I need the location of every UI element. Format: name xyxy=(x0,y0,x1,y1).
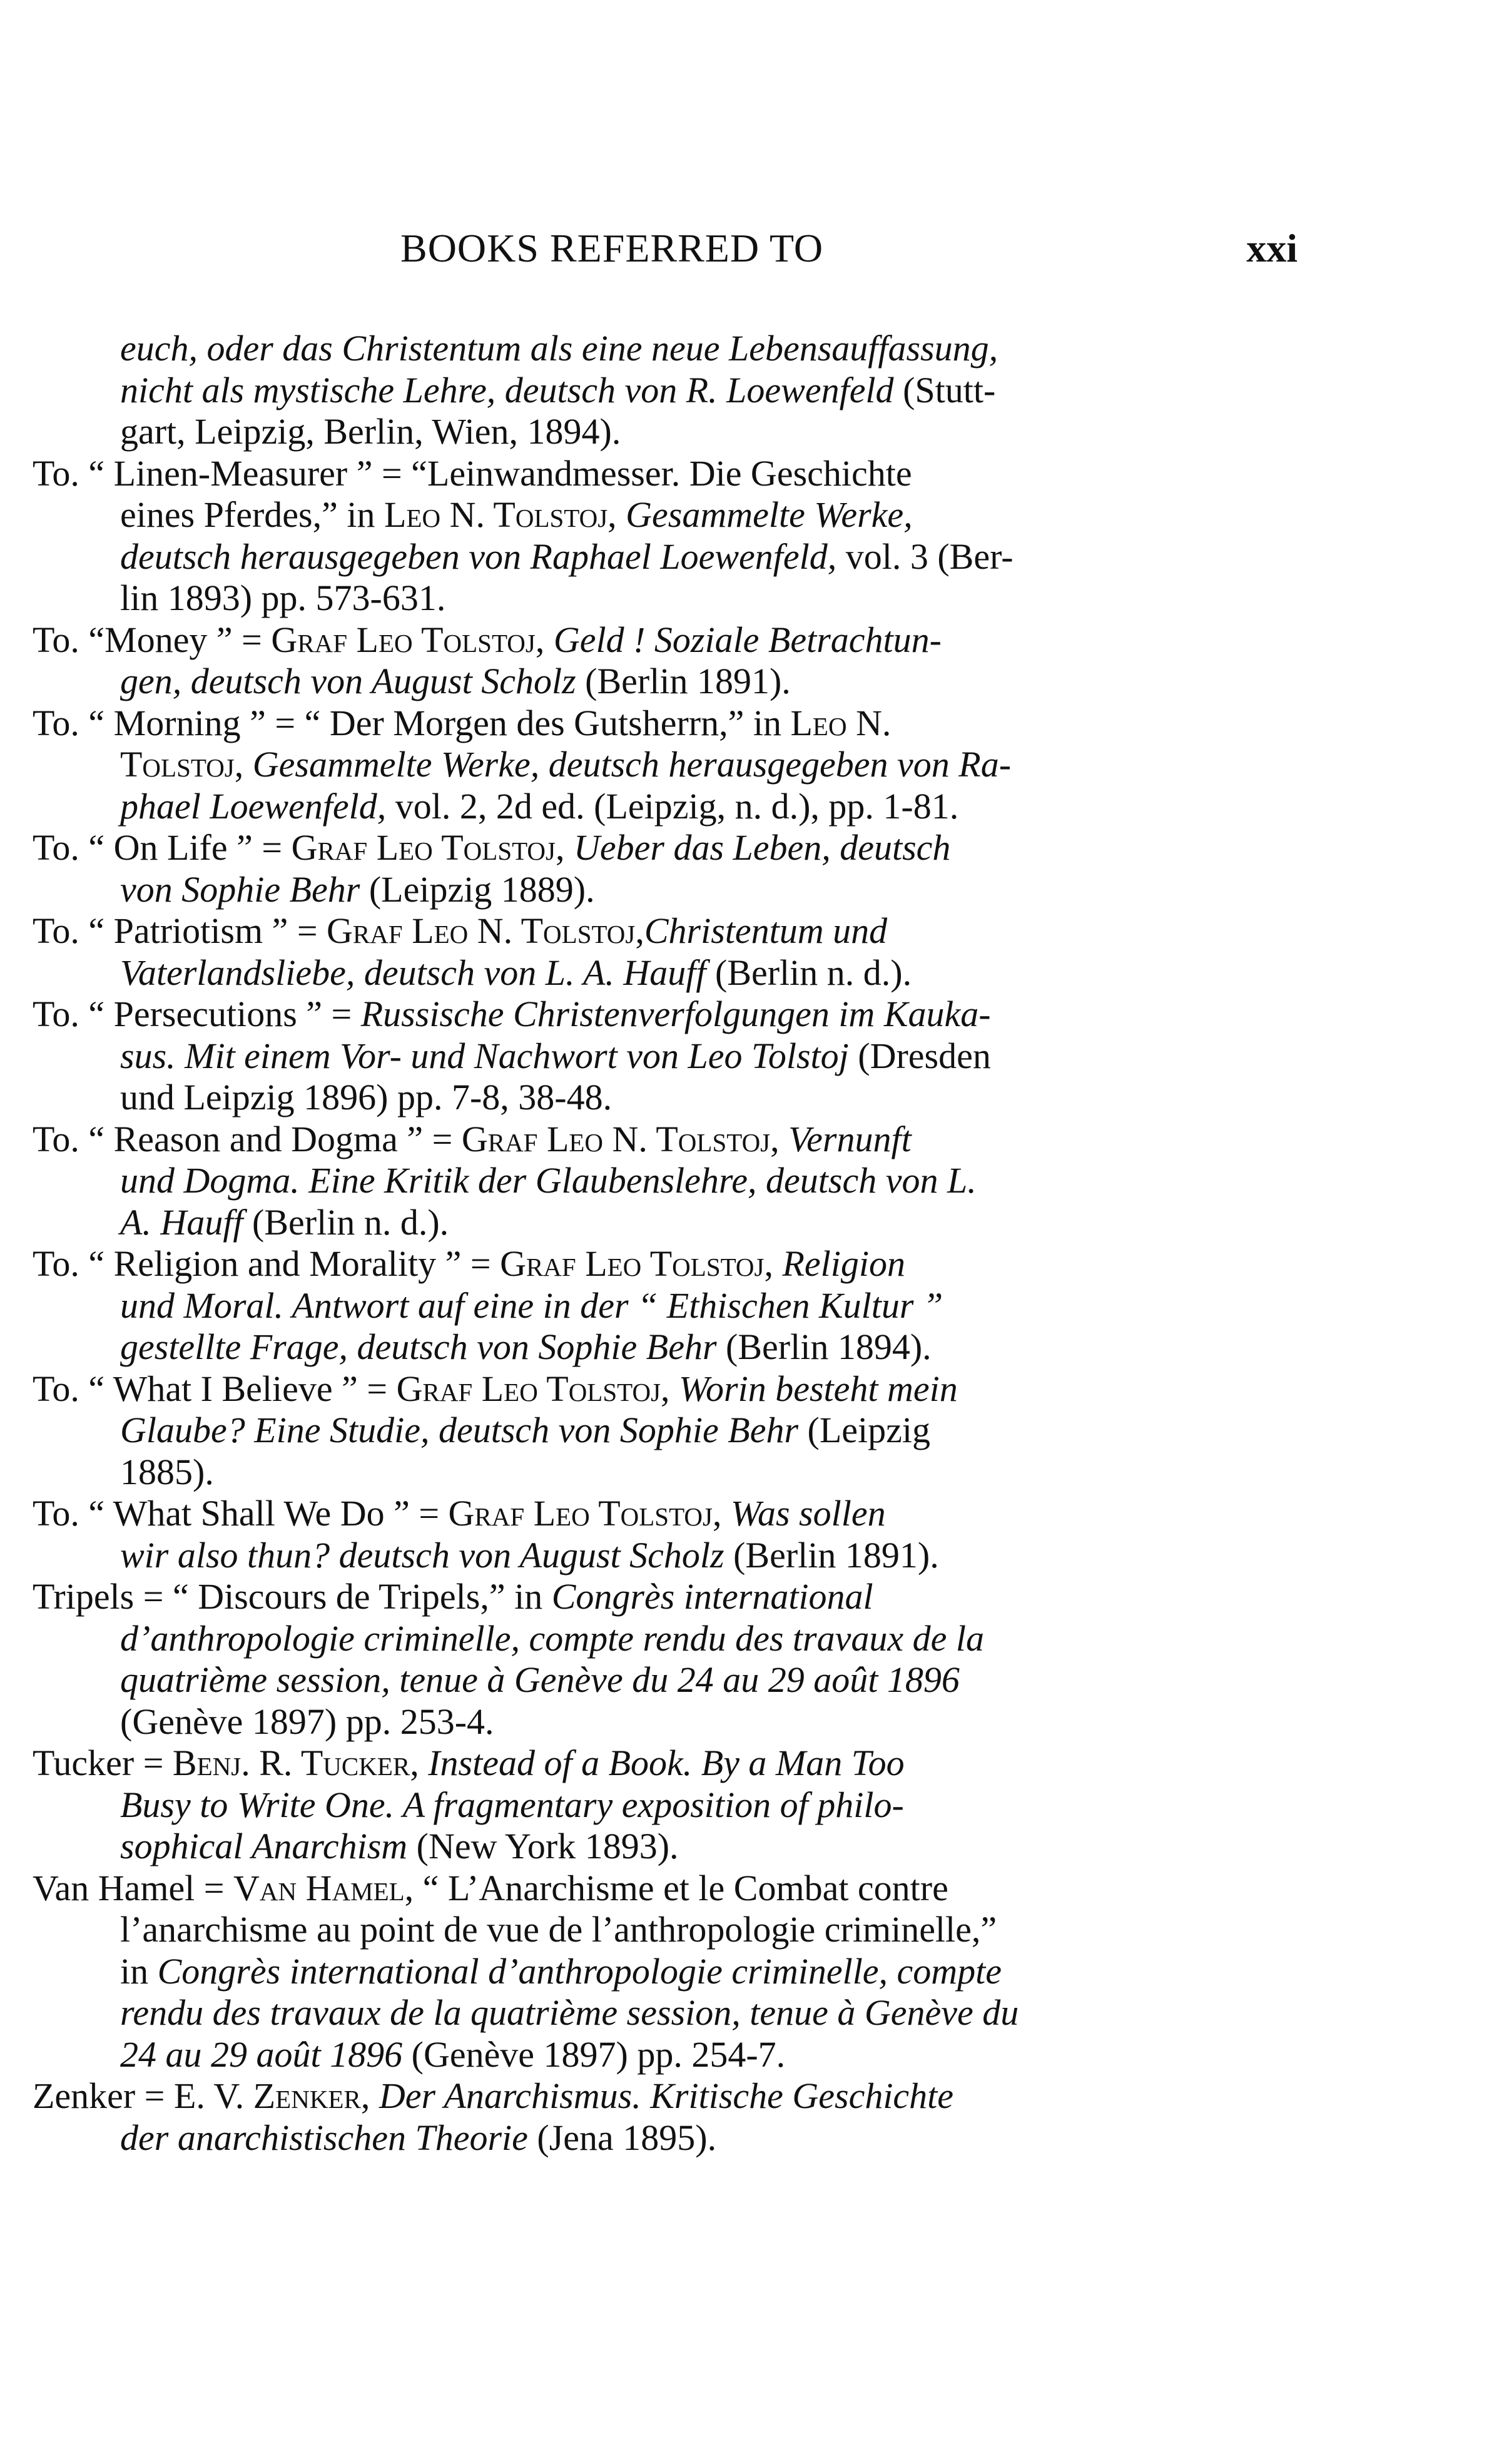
entry-text: , xyxy=(712,1493,731,1534)
entry-line xyxy=(120,411,1278,453)
entry-text: (Berlin 1894). xyxy=(716,1326,932,1367)
italic-text: und Moral. Antwort auf eine in der “ Ethischen Kultur ” xyxy=(120,1285,943,1326)
author-name: Leo N. xyxy=(790,702,892,743)
entry-line xyxy=(120,1909,1278,1951)
entry-text: To. “Money ” = xyxy=(33,619,272,660)
italic-text: Vernunft xyxy=(788,1118,912,1159)
entry-text: , xyxy=(764,1243,783,1284)
entry-text: (Genève 1897) pp. 254-7. xyxy=(402,2034,786,2075)
bibliography-entry xyxy=(33,619,1278,703)
author-name: Graf Leo N. Tolstoj xyxy=(327,910,636,951)
author-name: Tolstoj xyxy=(120,744,235,785)
italic-text: A. Hauff xyxy=(120,1201,243,1243)
italic-text: Gesammelte Werke, xyxy=(626,494,913,535)
italic-text: der anarchistischen Theorie xyxy=(120,2117,528,2158)
entry-text: To. “ Linen-Measurer ” = “Leinwandmesser. Die Geschichte xyxy=(33,452,912,494)
italic-text: Congrès international xyxy=(551,1576,873,1617)
italic-text: und Dogma. Eine Kritik der Glaubenslehre, deutsch von L. xyxy=(120,1160,977,1201)
entry-line xyxy=(120,2117,1278,2159)
author-name: Graf Leo N. Tolstoj xyxy=(461,1118,771,1159)
entry-line xyxy=(120,1826,1278,1868)
bibliography-entry xyxy=(33,1576,1278,1743)
author-name: Van Hamel xyxy=(233,1867,405,1908)
bibliography-entry xyxy=(33,994,1278,1119)
entry-line xyxy=(120,578,1278,619)
entry-line xyxy=(33,910,1278,952)
entry-text: (Leipzig 1889). xyxy=(360,868,595,910)
entry-text: in xyxy=(120,1950,158,1992)
entry-text: vol. 3 (Ber- xyxy=(836,536,1014,577)
entry-line xyxy=(120,661,1278,703)
entry-text: vol. 2, 2d ed. (Leipzig, n. d.), pp. 1-81. xyxy=(386,785,959,827)
entry-text: , xyxy=(635,910,644,951)
author-name: Benj. R. Tucker xyxy=(172,1743,410,1783)
italic-text: 24 au 29 août 1896 xyxy=(120,2034,403,2075)
italic-text: Geld ! Soziale Betrachtun- xyxy=(553,619,942,660)
entry-text: (Berlin 1891). xyxy=(576,661,791,701)
entry-text: (New York 1893). xyxy=(407,1826,679,1866)
entry-line xyxy=(33,1118,1278,1161)
italic-text: euch, oder das Christentum als eine neue Lebensauffassung, xyxy=(120,328,998,369)
entry-line xyxy=(120,536,1278,578)
entry-text: Van Hamel = xyxy=(33,1867,234,1908)
entry-text: eines Pferdes,” in xyxy=(120,494,384,535)
italic-text: Worin besteht mein xyxy=(679,1368,958,1409)
author-name: Graf Leo Tolstoj xyxy=(500,1243,765,1284)
italic-text: Vaterlandsliebe, deutsch von L. A. Hauff xyxy=(120,952,706,993)
entry-line xyxy=(33,2075,1278,2117)
entry-line xyxy=(33,1368,1278,1410)
entry-text: (Leipzig xyxy=(798,1410,930,1450)
entry-line xyxy=(120,1036,1278,1077)
bibliography-entry xyxy=(33,1868,1278,2076)
italic-text: deutsch herausgegeben von Raphael Loewenfeld, xyxy=(120,536,837,577)
bibliography-entry xyxy=(33,1243,1278,1368)
entry-line xyxy=(120,1160,1278,1202)
entry-line xyxy=(120,1202,1278,1244)
italic-text: Busy to Write One. A fragmentary exposition of philo- xyxy=(120,1784,904,1825)
italic-text: Ueber das Leben, deutsch xyxy=(574,827,951,868)
entry-text: , xyxy=(607,494,626,535)
author-name: Zenker xyxy=(253,2075,361,2116)
italic-text: Congrès international d’anthropologie criminelle, compte xyxy=(157,1950,1002,1992)
page-number: xxi xyxy=(1246,226,1298,270)
italic-text: sophical Anarchism xyxy=(120,1826,408,1866)
entry-line xyxy=(120,786,1278,828)
italic-text: Glaube? Eine Studie, deutsch von Sophie Behr xyxy=(120,1410,799,1450)
italic-text: wir also thun? deutsch von August Scholz xyxy=(120,1534,724,1576)
entry-text: Tripels = “ Discours de Tripels,” in xyxy=(33,1576,552,1617)
entry-text: (Genève 1897) pp. 253-4. xyxy=(120,1701,494,1742)
entry-text: und Leipzig 1896) pp. 7-8, 38-48. xyxy=(120,1077,612,1117)
entry-text: To. “ Morning ” = “ Der Morgen des Gutsherrn,” in xyxy=(33,702,791,743)
entry-line xyxy=(120,1326,1278,1368)
entry-text: lin 1893) pp. 573-631. xyxy=(120,578,446,618)
italic-text: sus. Mit einem Vor- und Nachwort von Leo Tolstoj xyxy=(120,1035,849,1076)
italic-text: Gesammelte Werke, deutsch herausgegeben von Ra- xyxy=(252,744,1012,785)
entry-line xyxy=(120,1784,1278,1826)
italic-text: Russische Christenverfolgungen im Kauka- xyxy=(360,994,991,1034)
entry-text: Zenker = E. V. xyxy=(33,2075,253,2116)
entry-line xyxy=(33,1243,1278,1285)
entry-text: , “ L’Anarchisme et le Combat contre xyxy=(404,1867,948,1908)
entry-text: (Jena 1895). xyxy=(527,2117,717,2158)
entry-text: To. “ On Life ” = xyxy=(33,827,292,868)
entry-line xyxy=(33,619,1278,661)
entry-line xyxy=(120,1951,1278,1993)
entry-line xyxy=(120,2034,1278,2076)
italic-text: nicht als mystische Lehre, deutsch von R. Loewenfeld xyxy=(120,369,894,410)
entry-text: (Berlin 1891). xyxy=(724,1534,939,1576)
entry-line xyxy=(120,494,1278,536)
bibliography-list xyxy=(33,328,1278,2159)
italic-text: d’anthropologie criminelle, compte rendu des travaux de la xyxy=(120,1617,984,1659)
entry-text: Tucker = xyxy=(33,1743,173,1783)
italic-text: Der Anarchismus. Kritische Geschichte xyxy=(379,2075,954,2116)
bibliography-entry xyxy=(33,1368,1278,1494)
entry-text: (Berlin n. d.). xyxy=(243,1201,449,1243)
entry-text: (Dresden xyxy=(848,1035,991,1076)
entry-line xyxy=(120,952,1278,994)
entry-line xyxy=(120,1701,1278,1743)
italic-text: Instead of a Book. By a Man Too xyxy=(428,1743,905,1783)
bibliography-entry xyxy=(33,1743,1278,1868)
author-name: Leo N. Tolstoj xyxy=(384,494,608,535)
entry-text: , xyxy=(535,619,554,660)
author-name: Graf Leo Tolstoj xyxy=(448,1493,713,1534)
italic-text: Christentum und xyxy=(644,910,888,951)
entry-line xyxy=(120,1659,1278,1701)
entry-text: To. “ Patriotism ” = xyxy=(33,910,327,951)
author-name: Graf Leo Tolstoj xyxy=(396,1368,661,1409)
entry-text: (Berlin n. d.). xyxy=(706,952,912,993)
bibliography-entry xyxy=(33,453,1278,619)
italic-text: gen, deutsch von August Scholz xyxy=(120,661,576,701)
entry-line xyxy=(120,328,1278,370)
entry-text: l’anarchisme au point de vue de l’anthropologie criminelle,” xyxy=(120,1909,997,1950)
entry-text: To. “ Reason and Dogma ” = xyxy=(33,1118,462,1159)
entry-text: , xyxy=(661,1368,679,1409)
bibliography-entry xyxy=(33,703,1278,828)
entry-line xyxy=(120,1285,1278,1327)
entry-text: , xyxy=(410,1743,429,1783)
entry-line xyxy=(33,994,1278,1036)
bibliography-entry xyxy=(33,910,1278,994)
entry-line xyxy=(120,1535,1278,1577)
entry-text: , xyxy=(360,2075,379,2116)
author-name: Graf Leo Tolstoj xyxy=(291,827,556,868)
italic-text: phael Loewenfeld, xyxy=(120,785,387,827)
entry-line xyxy=(33,452,1278,495)
italic-text: quatrième session, tenue à Genève du 24 au 29 août 1896 xyxy=(120,1659,960,1700)
italic-text: Religion xyxy=(782,1243,906,1284)
entry-text: To. “ Religion and Morality ” = xyxy=(33,1243,500,1284)
entry-line xyxy=(33,1743,1278,1784)
entry-line xyxy=(120,1452,1278,1494)
entry-text: To. “ What I Believe ” = xyxy=(33,1368,397,1409)
bibliography-entry xyxy=(33,1493,1278,1576)
entry-line xyxy=(120,1618,1278,1660)
author-name: Graf Leo Tolstoj xyxy=(271,619,536,660)
entry-text: , xyxy=(556,827,574,868)
entry-text: , xyxy=(234,744,253,785)
entry-line xyxy=(33,827,1278,869)
entry-text: (Stutt- xyxy=(893,369,996,410)
entry-line xyxy=(33,1867,1278,1910)
italic-text: gestellte Frage, deutsch von Sophie Behr xyxy=(120,1326,717,1367)
running-head xyxy=(0,225,1504,282)
entry-line xyxy=(33,1493,1278,1535)
entry-line xyxy=(120,1077,1278,1119)
entry-text: 1885). xyxy=(120,1451,214,1492)
entry-text: , xyxy=(770,1118,789,1159)
page-title: BOOKS REFERRED TO xyxy=(400,226,824,270)
entry-text: gart, Leipzig, Berlin, Wien, 1894). xyxy=(120,411,621,452)
entry-line xyxy=(120,869,1278,911)
entry-text: To. “ Persecutions ” = xyxy=(33,994,361,1034)
entry-text: To. “ What Shall We Do ” = xyxy=(33,1493,449,1534)
entry-line xyxy=(120,1410,1278,1452)
entry-line xyxy=(120,370,1278,412)
italic-text: Was sollen xyxy=(730,1493,886,1534)
bibliography-entry xyxy=(33,827,1278,910)
bibliography-entry xyxy=(33,2075,1278,2159)
entry-line xyxy=(33,702,1278,745)
italic-text: von Sophie Behr xyxy=(120,868,360,910)
entry-line xyxy=(120,744,1278,786)
entry-line xyxy=(33,1576,1278,1618)
italic-text: rendu des travaux de la quatrième session, tenue à Genève du xyxy=(120,1992,1019,2033)
bibliography-entry xyxy=(33,328,1278,453)
entry-line xyxy=(120,1992,1278,2034)
bibliography-entry xyxy=(33,1119,1278,1244)
